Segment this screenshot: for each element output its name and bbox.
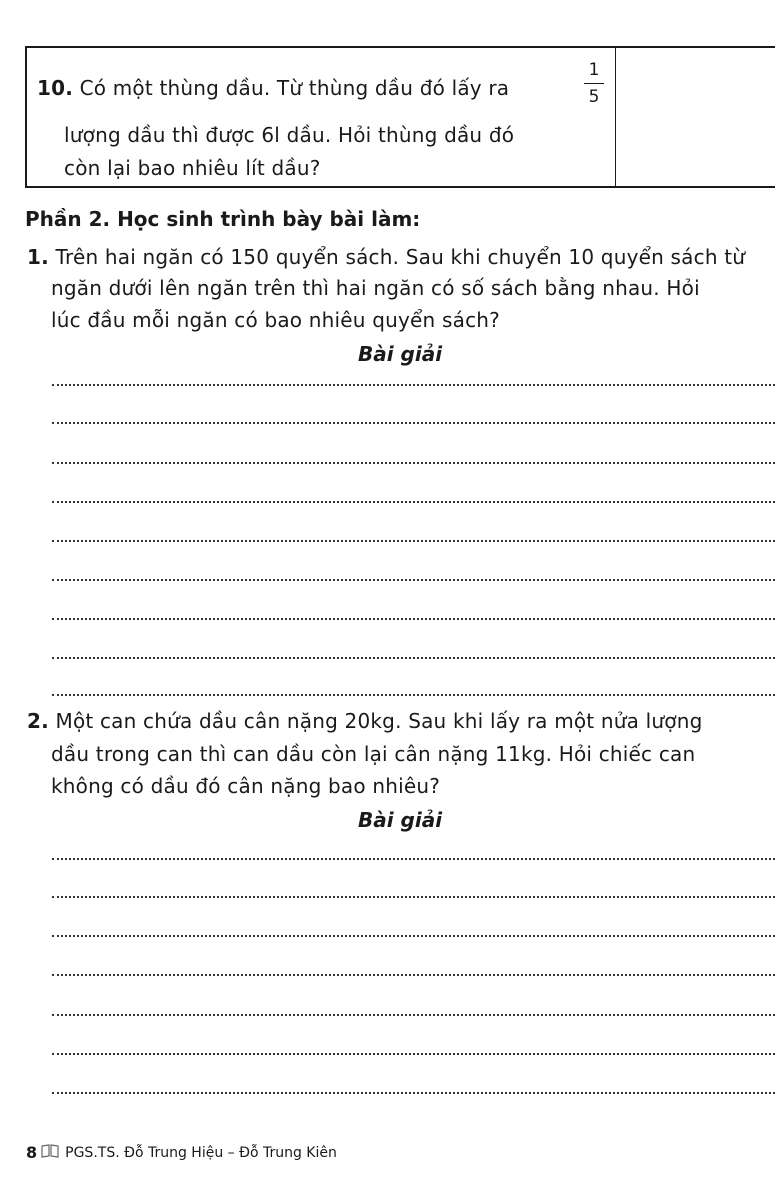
footer-authors: PGS.TS. Đỗ Trung Hiệu – Đỗ Trung Kiên: [65, 1144, 337, 1161]
fraction-bar: [584, 83, 604, 84]
question-10-line-2: lượng dầu thì được 6l dầu. Hỏi thùng dầu đó: [64, 123, 515, 147]
problem-1-number: 1.: [27, 245, 49, 269]
answer-line[interactable]: [52, 422, 775, 424]
question-10-line-3: còn lại bao nhiêu lít dầu?: [64, 156, 321, 180]
fraction-numerator: 1: [588, 60, 600, 80]
problem-2-line-3: không có dầu đó cân nặng bao nhiêu?: [51, 774, 441, 798]
section-2-title: Phần 2. Học sinh trình bày bài làm:: [25, 207, 421, 231]
fraction-denominator: 5: [588, 87, 600, 107]
answer-line[interactable]: [52, 462, 775, 464]
problem-1-line-1: [27, 245, 745, 269]
answer-line[interactable]: [52, 694, 775, 696]
problem-2-number: 2.: [27, 709, 49, 733]
answer-line[interactable]: [52, 974, 775, 976]
answer-line[interactable]: [52, 858, 775, 860]
book-icon: [41, 1144, 59, 1162]
page-footer: [26, 1143, 337, 1162]
question-10-line-1: [37, 76, 509, 100]
problem-1-line-2: ngăn dưới lên ngăn trên thì hai ngăn có số sách bằng nhau. Hỏi: [51, 276, 700, 300]
problem-1-solution-heading: Bài giải: [358, 342, 443, 366]
problem-2-text-1: Một can chứa dầu cân nặng 20kg. Sau khi lấy ra một nửa lượng: [55, 709, 703, 733]
answer-line[interactable]: [52, 579, 775, 581]
question-10-table: [25, 46, 775, 188]
answer-line[interactable]: [52, 384, 775, 386]
table-column-divider: [615, 48, 616, 186]
problem-1-line-3: lúc đầu mỗi ngăn có bao nhiêu quyển sách?: [51, 308, 500, 332]
answer-line[interactable]: [52, 1014, 775, 1016]
answer-line[interactable]: [52, 618, 775, 620]
problem-2-solution-heading: Bài giải: [358, 808, 443, 832]
answer-line[interactable]: [52, 896, 775, 898]
answer-line[interactable]: [52, 1053, 775, 1055]
page-number: 8: [26, 1143, 38, 1162]
question-10-number: 10.: [37, 76, 74, 100]
problem-1-text-1: Trên hai ngăn có 150 quyển sách. Sau khi chuyển 10 quyển sách từ: [55, 245, 746, 269]
answer-line[interactable]: [52, 657, 775, 659]
problem-2-line-2: dầu trong can thì can dầu còn lại cân nặng 11kg. Hỏi chiếc can: [51, 742, 696, 766]
answer-line[interactable]: [52, 501, 775, 503]
answer-line[interactable]: [52, 1092, 775, 1094]
problem-2-line-1: [27, 709, 703, 733]
answer-line[interactable]: [52, 540, 775, 542]
question-10-text-1: Có một thùng dầu. Từ thùng dầu đó lấy ra: [79, 76, 510, 100]
fraction-one-fifth: [584, 62, 604, 106]
answer-line[interactable]: [52, 935, 775, 937]
